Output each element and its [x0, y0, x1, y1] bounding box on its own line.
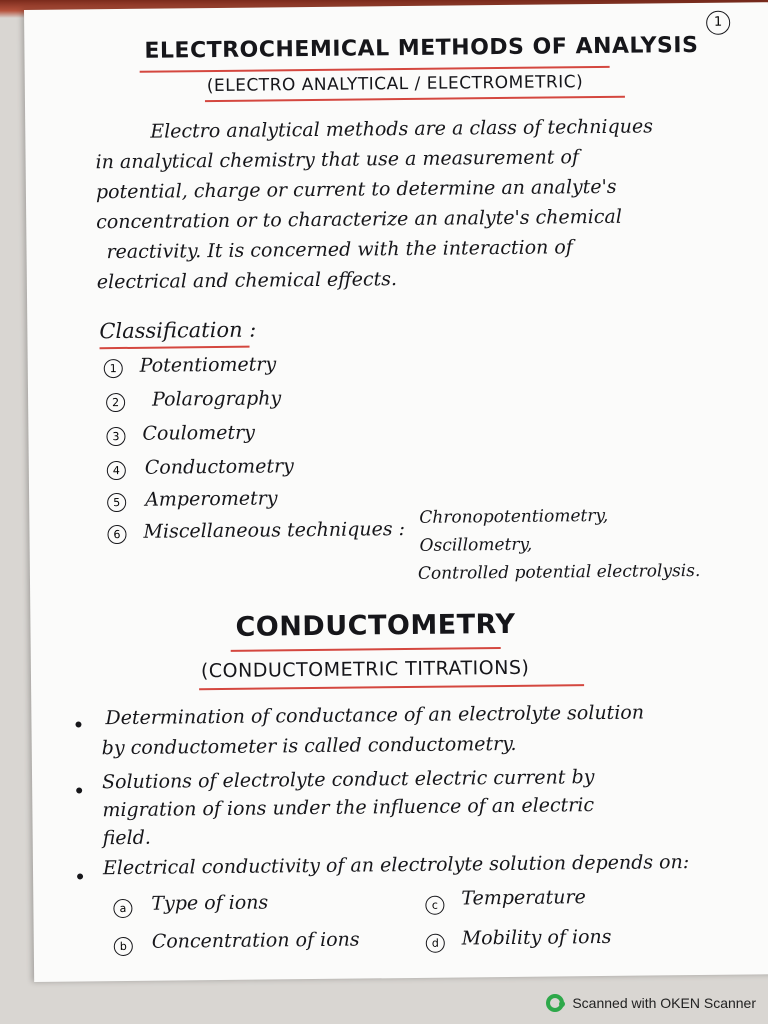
intro-line: concentration or to characterize an analyte's chemical — [96, 205, 622, 234]
factor-letter-d: d — [426, 934, 445, 953]
intro-line: reactivity. It is concerned with the interaction of — [106, 236, 573, 264]
bullet-line: by conductometer is called conductometry. — [101, 732, 517, 760]
list-number-5: 5 — [107, 493, 126, 512]
factor-letter-a: a — [113, 899, 132, 918]
section-subtitle: (CONDUCTOMETRIC TITRATIONS) — [200, 656, 530, 683]
list-number-4: 4 — [107, 461, 126, 480]
classification-underline — [100, 346, 250, 350]
factor-item: Mobility of ions — [461, 925, 612, 950]
intro-line: in analytical chemistry that use a measurement of — [95, 146, 580, 174]
classification-item: Conductometry — [144, 455, 294, 479]
bullet-line: migration of ions under the influence of an electric — [102, 794, 595, 822]
misc-technique: Chronopotentiometry, — [419, 505, 609, 528]
section-title-underline — [231, 647, 501, 652]
list-number-3: 3 — [106, 427, 125, 446]
page-title: ELECTROCHEMICAL METHODS OF ANALYSIS — [144, 32, 699, 64]
factor-item: Concentration of ions — [151, 928, 360, 953]
intro-line: Electro analytical methods are a class of techniques — [150, 115, 654, 143]
classification-item: Amperometry — [145, 487, 278, 511]
bullet-line: Electrical conductivity of an electrolyte solution depends on: — [102, 851, 690, 880]
notebook-page — [24, 2, 768, 982]
misc-technique: Oscillometry, — [419, 534, 533, 556]
misc-technique: Controlled potential electrolysis. — [417, 560, 701, 584]
classification-item: Miscellaneous techniques : — [143, 518, 406, 543]
intro-line: electrical and chemical effects. — [96, 268, 398, 294]
section-title: CONDUCTOMETRY — [235, 608, 516, 643]
bullet-line: Determination of conductance of an electrolyte solution — [105, 701, 645, 730]
classification-heading: Classification : — [99, 317, 257, 344]
bullet-line: field. — [102, 826, 151, 850]
list-number-2: 2 — [106, 393, 125, 412]
classification-item: Potentiometry — [139, 353, 277, 377]
scanner-text: Scanned with OKEN Scanner — [572, 995, 756, 1011]
intro-line: potential, charge or current to determine an analyte's — [95, 175, 617, 204]
bullet-line: Solutions of electrolyte conduct electric current by — [101, 766, 595, 794]
scanner-watermark — [546, 992, 756, 1014]
factor-letter-c: c — [425, 896, 444, 915]
page-subtitle: (ELECTRO ANALYTICAL / ELECTROMETRIC) — [206, 72, 584, 97]
factor-item: Temperature — [461, 886, 586, 910]
oken-logo-icon — [546, 994, 564, 1012]
classification-item: Polarography — [151, 387, 282, 411]
list-number-1: 1 — [104, 359, 123, 378]
page-number: 1 — [706, 11, 730, 35]
factor-letter-b: b — [114, 937, 133, 956]
list-number-6: 6 — [107, 525, 126, 544]
bullet-dot — [75, 721, 81, 727]
section-subtitle-underline — [199, 684, 584, 690]
factor-item: Type of ions — [151, 891, 269, 915]
classification-item: Coulometry — [142, 421, 256, 445]
bullet-dot — [77, 873, 83, 879]
bullet-dot — [76, 787, 82, 793]
subtitle-underline — [205, 96, 625, 102]
